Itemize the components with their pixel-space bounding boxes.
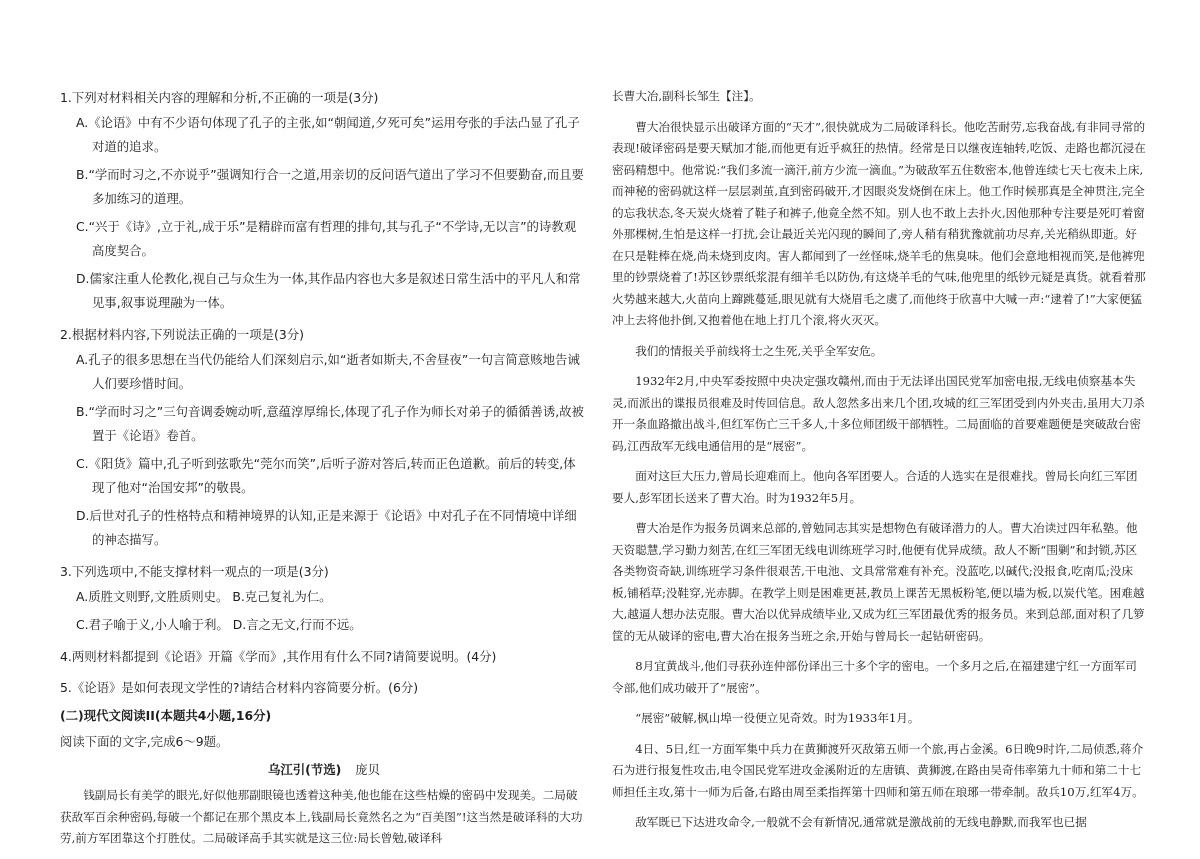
- question-2-stem: 2.根据材料内容,下列说法正确的一项是(3分): [60, 327, 304, 342]
- question-1-option-d: D.儒家注重人伦教化,视自己与众生为一体,其作品内容也大多是叙述日常生活中的平凡人和常见事,叙事说理融为一体。: [76, 271, 581, 310]
- section-heading: (二)现代文阅读II(本题共4小题,16分): [60, 708, 272, 723]
- question-2-option-d: D.后世对孔子的性格特点和精神境界的认知,正是来源于《论语》中对孔子在不同情境中详细的神态描写。: [76, 508, 577, 547]
- article-paragraph-7: 8月宜黄战斗,他们寻获孙连仲部份译出三十多个字的密电。一个多月之后,在福建建宁红一方面军司令部,他们成功破开了“展密”。: [612, 659, 1137, 695]
- article-paragraph-10: 敌军既已下达进攻命令,一般就不会有新情况,通常就是激战前的无线电静默,而我军也已据: [635, 815, 1087, 829]
- question-5: 5.《论语》是如何表现文学性的?请结合材料内容简要分析。(6分): [60, 680, 419, 695]
- question-2-option-c: C.《阳货》篇中,孔子听到弦歌先“莞尔而笑”,后听子游对答后,转而正色道歉。前后的转变,体现了他对“治国安邦”的敬畏。: [76, 456, 576, 495]
- reading-instruction: 阅读下面的文字,完成6～9题。: [60, 734, 229, 749]
- left-column: [60, 78, 588, 859]
- article-paragraph-continued: 长曹大冶,副科长邹生【注】。: [612, 89, 761, 103]
- article-title-line: [60, 759, 588, 781]
- article-paragraph-8: “展密”破解,枫山埠一役便立见奇效。时为1933年1月。: [635, 711, 920, 725]
- question-1-option-b: B.“学而时习之,不亦说乎”强调知行合一之道,用亲切的反问语气道出了学习不但要勤奋,而且要多加练习的道理。: [76, 167, 584, 206]
- article-author: 庞贝: [355, 762, 381, 777]
- question-1-option-c: C.“兴于《诗》,立于礼,成于乐”是精辟而富有哲理的排句,其与孔子“不学诗,无以言”的诗教观高度契合。: [76, 219, 577, 258]
- article-paragraph-9: 4日、5日,红一方面军集中兵力在黄狮渡歼灭敌第五师一个旅,再占金溪。6日晚9时许,二局侦悉,蒋介石为进行报复性攻击,电令国民党军进攻金溪附近的左唐镇、黄狮渡,在路由吴奇伟率第九十师和第二十七师担任主攻,第十一师为后备,右路由周至柔指挥第十四师和第五师在琅琊一带牵制。敌兵10万,红军4万。: [612, 741, 1144, 799]
- article-title: 乌江引(节选): [267, 762, 342, 777]
- question-2-option-a: A.孔子的很多思想在当代仍能给人们深刻启示,如“逝者如斯夫,不舍昼夜”一句言简意赅地告诫人们要珍惜时间。: [76, 352, 580, 391]
- question-3-options-ab: A.质胜文则野,文胜质则史。 B.克己复礼为仁。: [76, 589, 332, 604]
- question-1-stem: 1.下列对材料相关内容的理解和分析,不正确的一项是(3分): [60, 90, 379, 105]
- article-paragraph-4: 1932年2月,中央军委按照中央决定强攻赣州,而由于无法译出国民党军加密电报,无线电侦察基本失灵,而派出的谍报员很难及时传回信息。敌人忽然多出来几个团,攻城的红三军团受到内外夹击,虽用大刀杀开一条血路撤出战斗,但红军伤亡三千多人,十多位师团级干部牺牲。二局面临的首要难题便是突破敌台密码,江西敌军无线电通信用的是“展密”。: [612, 374, 1145, 453]
- article-paragraph-2: 曹大冶很快显示出破译方面的“天才”,很快就成为二局破译科长。他吃苦耐劳,忘我奋战,有非同寻常的表现!破译密码是要天赋加才能,而他更有近乎疯狂的热情。经常是日以继夜连轴转,吃饭、走路也都沉浸在密码精想中。他常说:“我们多流一滴汗,前方少流一滴血。”为破敌军五住数密本,他曾连续七天七夜未上床,而神秘的密码就这样一层层剥茧,直到密码破开,才因眼炎发烧倒在床上。他工作时候那真是全神贯注,完全的忘我状态,冬天炭火烧着了鞋子和裤子,他竟全然不知。别人也不敢上去扑火,因他那种专注要是死叮着窗外那棵树,生怕是这样一打扰,会让最近关光闪现的瞬间了,旁人稍有稍犹豫就前功尽弃,关光稍纵即逝。好在只是鞋棒在烧,尚未烧到皮肉。害人都闻到了一丝怪味,烧羊毛的焦臭味。他们会意地相视而笑,是他裤兜里的钞票烧着了!苏区钞票纸浆混有细羊毛以防伪,有这烧羊毛的气味,他兜里的纸钞元疑是真货。就看着那火势越来越大,火苗向上蹿跳蔓延,眼见就有大烧眉毛之虞了,而他终于欣喜中大喊一声:“逮着了!”大家便猛冲上去将他扑倒,又抱着他在地上打几个滚,将火灭灭。: [612, 119, 1146, 327]
- question-4: 4.两则材料都提到《论语》开篇《学而》,其作用有什么不同?请简要说明。(4分): [60, 649, 497, 664]
- question-3-stem: 3.下列选项中,不能支撑材料一观点的一项是(3分): [60, 564, 329, 579]
- article-paragraph-1: 钱副局长有美学的眼光,好似他那副眼镜也透着这种美,他也能在这些枯燥的密码中发现美。二局破获敌军百余种密码,每破一个都记在那个黑皮本上,钱副局长竟然名之为“百美图”!这当然是破译科的大功劳,前方军团靠这个打胜仗。二局破译高手其实就是这三位:局长曾勉,破译科: [60, 788, 583, 845]
- right-column: [612, 86, 1146, 843]
- question-3-options-cd: C.君子喻于义,小人喻于利。 D.言之无文,行而不远。: [76, 617, 362, 632]
- article-paragraph-3: 我们的情报关乎前线将士之生死,关乎全军安危。: [635, 343, 883, 358]
- question-1-option-a: A.《论语》中有不少语句体现了孔子的主张,如“朝闻道,夕死可矣”运用夸张的手法凸显了孔子对道的追求。: [76, 115, 580, 154]
- article-paragraph-5: 面对这巨大压力,曾局长迎难而上。他向各军团要人。合适的人选实在是很难找。曾局长向红三军团要人,彭军团长送来了曹大冶。时为1932年5月。: [612, 469, 1138, 505]
- article-paragraph-6: 曹大冶是作为报务员调来总部的,曾勉同志其实是想物色有破译潜力的人。曹大冶读过四年私塾。他天资聪慧,学习勤力刻苦,在红三军团无线电训练班学习时,他便有优异成绩。敌人不断“围剿”和封锁,苏区各类物资奇缺,训练班学习条件很艰苦,干电池、文具常常难有补充。没蓝吃,以碱代;没报食,吃南瓜;没床板,铺稻草;没鞋穿,光赤脚。在教学上则是困难更甚,教员上课苦无黑板粉笔,便以墙为板,以炭代笔。困难越大,越逼人想办法克服。曹大冶以优异成绩毕业,又成为红三军团最优秀的报务员。来到总部,面对积了几箩筐的无从破译的密电,曹大冶在报务当班之余,开始与曾局长一起钻研密码。: [612, 521, 1145, 643]
- question-2-option-b: B.“学而时习之”三句音调委婉动听,意蕴淳厚绵长,体现了孔子作为师长对弟子的循循善诱,故被置于《论语》卷首。: [76, 404, 584, 443]
